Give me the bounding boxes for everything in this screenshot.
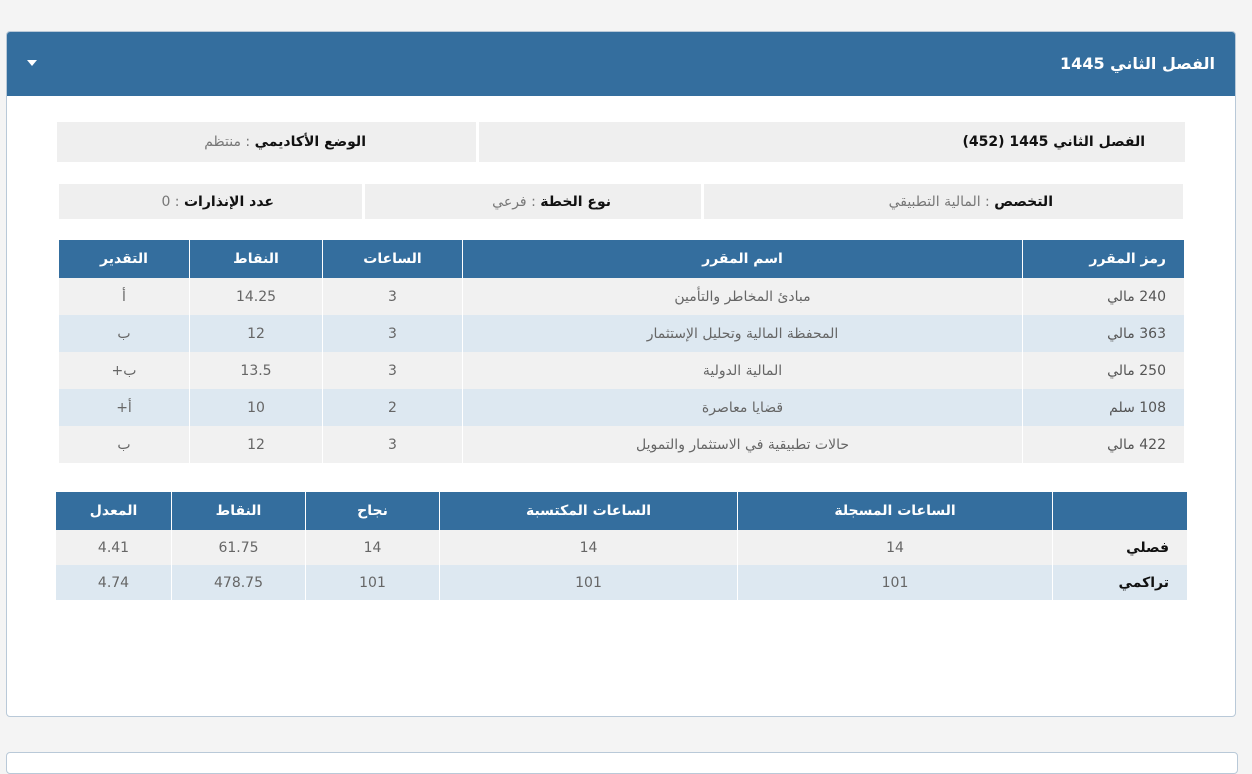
table-row bbox=[56, 565, 1187, 600]
col-grade: التقدير bbox=[59, 240, 189, 278]
info-row-1 bbox=[57, 122, 1185, 162]
course-hours: 3 bbox=[322, 315, 462, 352]
panel-header[interactable] bbox=[7, 32, 1235, 96]
warnings-value: 0 bbox=[161, 193, 171, 210]
courses-table bbox=[59, 240, 1184, 463]
academic-status-cell: الوضع الأكاديمي : منتظم bbox=[57, 122, 476, 162]
table-row bbox=[59, 315, 1184, 352]
plan-type-value: فرعي bbox=[492, 193, 527, 210]
course-name: مبادئ المخاطر والتأمين bbox=[462, 278, 1022, 315]
semester-panel bbox=[6, 31, 1236, 717]
gpa: 4.74 bbox=[56, 565, 171, 600]
col-total-points: النقاط bbox=[171, 492, 305, 530]
warnings-cell: عدد الإنذارات : 0 bbox=[59, 184, 362, 219]
course-grade: ب bbox=[59, 315, 189, 352]
course-name: قضايا معاصرة bbox=[462, 389, 1022, 426]
course-hours: 2 bbox=[322, 389, 462, 426]
total-points: 478.75 bbox=[171, 565, 305, 600]
course-code: 250 مالي bbox=[1022, 352, 1184, 389]
table-row bbox=[59, 352, 1184, 389]
col-row-type bbox=[1052, 492, 1187, 530]
table-row bbox=[59, 278, 1184, 315]
gpa: 4.41 bbox=[56, 530, 171, 565]
table-row bbox=[59, 426, 1184, 463]
registered-hours: 14 bbox=[737, 530, 1052, 565]
major-value: المالية التطبيقي bbox=[888, 193, 981, 210]
semester-cell bbox=[479, 122, 1185, 162]
semester-value: الفصل الثاني 1445 (452) bbox=[962, 134, 1145, 150]
course-points: 13.5 bbox=[189, 352, 322, 389]
major-label: التخصص bbox=[994, 193, 1053, 210]
plan-type-label: نوع الخطة bbox=[540, 193, 611, 210]
col-registered-hours: الساعات المسجلة bbox=[737, 492, 1052, 530]
academic-status-label: الوضع الأكاديمي bbox=[254, 134, 366, 150]
course-code: 240 مالي bbox=[1022, 278, 1184, 315]
col-gpa: المعدل bbox=[56, 492, 171, 530]
course-code: 108 سلم bbox=[1022, 389, 1184, 426]
course-points: 14.25 bbox=[189, 278, 322, 315]
course-points: 10 bbox=[189, 389, 322, 426]
col-passed: نجاح bbox=[305, 492, 439, 530]
course-grade: ب+ bbox=[59, 352, 189, 389]
col-course-code: رمز المقرر bbox=[1022, 240, 1184, 278]
panel-title: الفصل الثاني 1445 bbox=[1060, 54, 1215, 73]
table-row bbox=[59, 389, 1184, 426]
semester-row-label: فصلي bbox=[1052, 530, 1187, 565]
earned-hours: 101 bbox=[439, 565, 737, 600]
academic-status-value: منتظم bbox=[204, 134, 241, 150]
plan-type-cell: نوع الخطة : فرعي bbox=[365, 184, 701, 219]
summary-table bbox=[56, 492, 1187, 600]
course-name: المالية الدولية bbox=[462, 352, 1022, 389]
warnings-label: عدد الإنذارات bbox=[183, 193, 274, 210]
course-grade: أ+ bbox=[59, 389, 189, 426]
passed-hours: 101 bbox=[305, 565, 439, 600]
course-code: 422 مالي bbox=[1022, 426, 1184, 463]
info-row-2 bbox=[59, 184, 1183, 219]
col-earned-hours: الساعات المكتسبة bbox=[439, 492, 737, 530]
summary-header-row bbox=[56, 492, 1187, 530]
course-grade: ب bbox=[59, 426, 189, 463]
course-name: حالات تطبيقية في الاستثمار والتمويل bbox=[462, 426, 1022, 463]
course-grade: أ bbox=[59, 278, 189, 315]
next-panel-edge bbox=[6, 752, 1238, 774]
total-points: 61.75 bbox=[171, 530, 305, 565]
course-code: 363 مالي bbox=[1022, 315, 1184, 352]
course-name: المحفظة المالية وتحليل الإستثمار bbox=[462, 315, 1022, 352]
courses-header-row bbox=[59, 240, 1184, 278]
registered-hours: 101 bbox=[737, 565, 1052, 600]
course-points: 12 bbox=[189, 315, 322, 352]
course-hours: 3 bbox=[322, 426, 462, 463]
passed-hours: 14 bbox=[305, 530, 439, 565]
table-row bbox=[56, 530, 1187, 565]
cumulative-row-label: تراكمي bbox=[1052, 565, 1187, 600]
major-cell: التخصص : المالية التطبيقي bbox=[704, 184, 1183, 219]
caret-down-icon[interactable] bbox=[27, 60, 37, 66]
col-points: النقاط bbox=[189, 240, 322, 278]
course-hours: 3 bbox=[322, 352, 462, 389]
course-points: 12 bbox=[189, 426, 322, 463]
course-hours: 3 bbox=[322, 278, 462, 315]
col-course-name: اسم المقرر bbox=[462, 240, 1022, 278]
col-hours: الساعات bbox=[322, 240, 462, 278]
earned-hours: 14 bbox=[439, 530, 737, 565]
